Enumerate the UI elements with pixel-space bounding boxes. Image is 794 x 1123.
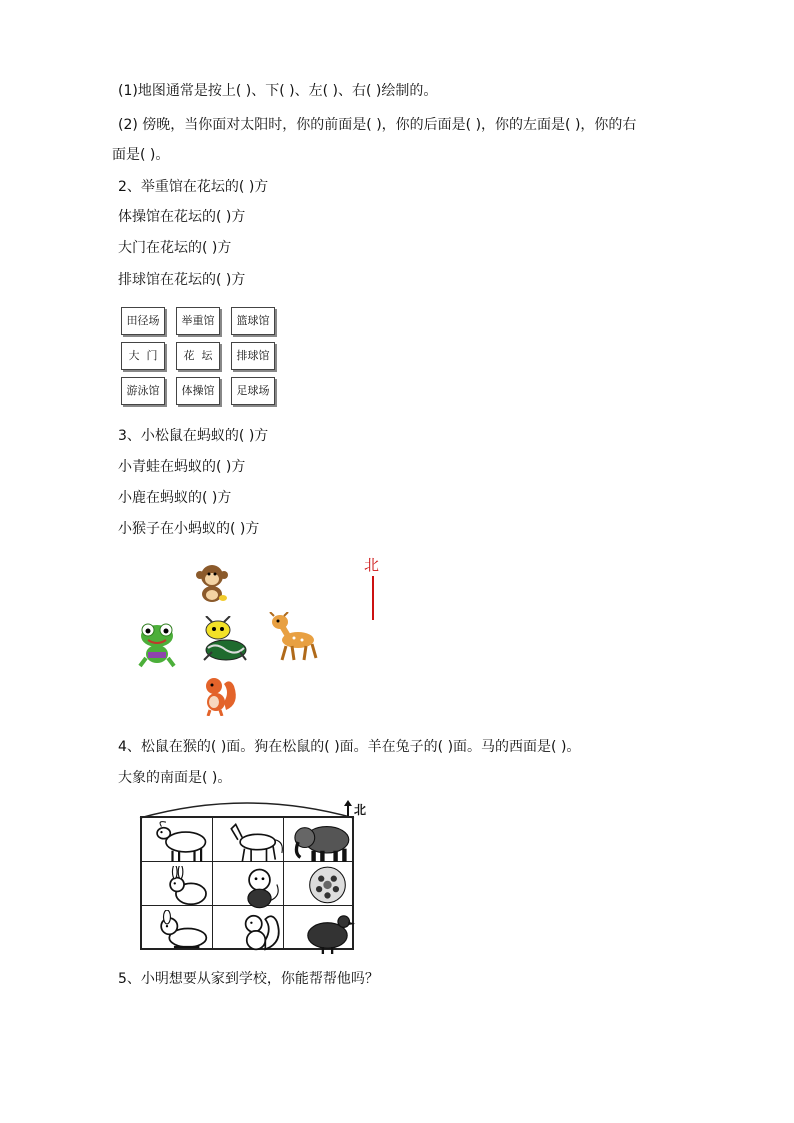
hen-icon [292, 910, 363, 954]
q2-line-3: 大门在花坛的( )方 [118, 240, 232, 256]
q4-line-2: 大象的南面是( )。 [118, 770, 232, 786]
squirrel-zoo-icon [224, 910, 295, 954]
grid-cell-gymnastics: 体操馆 [176, 377, 220, 405]
q3-line-4: 小猴子在小蚂蚁的( )方 [118, 521, 260, 537]
q2-line-2: 体操馆在花坛的( )方 [118, 209, 246, 225]
squirrel-icon [200, 674, 240, 716]
horse-icon [220, 820, 291, 864]
rabbit-icon [152, 866, 223, 910]
grid-cell-flowerbed: 花 坛 [176, 342, 220, 370]
zoo-grid [140, 816, 354, 950]
q4-line-1: 4、松鼠在猴的( )面。狗在松鼠的( )面。羊在兔子的( )面。马的西面是( )。 [118, 739, 581, 755]
q5-line-1: 5、小明想要从家到学校，你能帮帮他吗？ [118, 971, 379, 987]
grid-cell-volleyball: 排球馆 [231, 342, 275, 370]
q3-line-2: 小青蛙在蚂蚁的( )方 [118, 459, 246, 475]
q3-line-3: 小鹿在蚂蚁的( )方 [118, 490, 232, 506]
q2-line-1: 2、举重馆在花坛的( )方 [118, 179, 269, 195]
north-label-q4: 北 [354, 803, 367, 817]
grid-cell-track-field: 田径场 [121, 307, 165, 335]
grid-cell-weightlifting: 举重馆 [176, 307, 220, 335]
monkey-icon [194, 562, 230, 604]
north-label-q3: 北 [364, 556, 380, 574]
north-arrow-icon [344, 800, 352, 816]
goat-icon [148, 820, 219, 864]
grid-cell-swimming: 游泳馆 [121, 377, 165, 405]
q1-line-3: 面是( )。 [112, 147, 170, 163]
elephant-icon [288, 820, 359, 864]
q3-line-1: 3、小松鼠在蚂蚁的( )方 [118, 428, 269, 444]
q2-line-4: 排球馆在花坛的( )方 [118, 272, 246, 288]
monkey-zoo-icon [224, 866, 295, 910]
deer-icon [268, 612, 320, 662]
frog-icon [136, 622, 178, 668]
peacock-icon [292, 864, 363, 908]
q1-line-1: (1)地图通常是按上( )、下( )、左( )、右( )绘制的。 [118, 83, 438, 99]
grid-cell-football: 足球场 [231, 377, 275, 405]
north-line-q3 [372, 576, 374, 620]
dog-icon [150, 910, 221, 954]
q1-line-2: (2) 傍晚，当你面对太阳时，你的前面是( )，你的后面是( )，你的左面是( )，你的右 [118, 117, 637, 133]
grid-cell-gate: 大 门 [121, 342, 165, 370]
ant-icon [196, 616, 256, 664]
grid-cell-basketball: 篮球馆 [231, 307, 275, 335]
